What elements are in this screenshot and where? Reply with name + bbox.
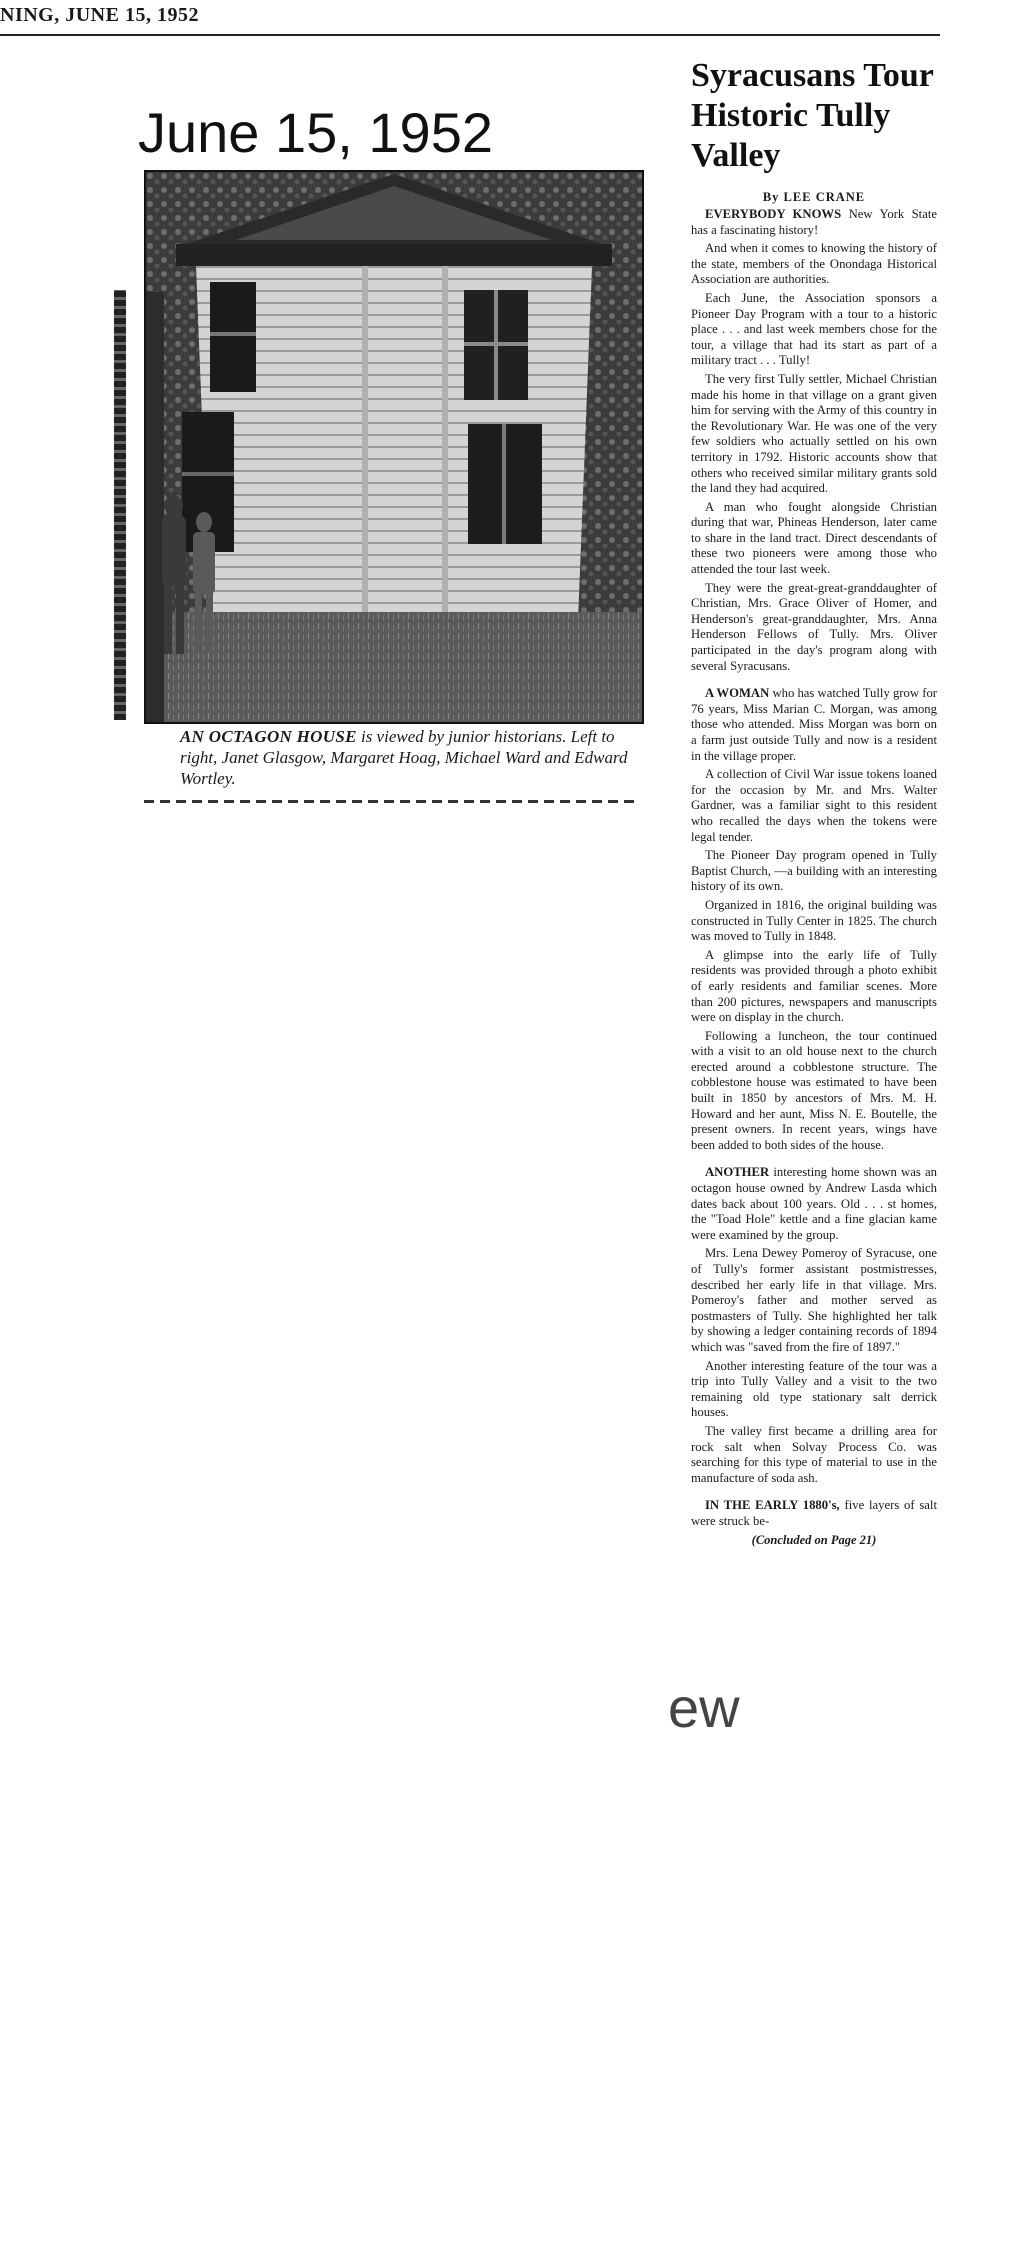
continued-note: (Concluded on Page 21) (751, 1532, 877, 1547)
masthead (0, 0, 940, 36)
article-body (691, 207, 937, 1530)
article-paragraph (691, 1246, 937, 1355)
article-paragraph (691, 207, 937, 238)
article-paragraph (691, 848, 937, 895)
paragraph-text: Each June, the Association sponsors a Pioneer Day Program with a tour to a historic place . . . and last week members chose for the tour, a village that had its start as part of a military tract . . . Tully! (691, 290, 937, 368)
masthead-date: NING, JUNE 15, 1952 (0, 4, 199, 26)
octagon-house-photo (144, 170, 644, 724)
article-column (691, 56, 937, 1548)
article-paragraph (691, 1029, 937, 1154)
paragraph-text: And when it comes to knowing the history of the state, members of the Onondaga Historical Association are authorities. (691, 241, 937, 287)
article-paragraph (691, 1498, 937, 1529)
paragraph-text: A man who fought alongside Christian during that war, Phineas Henderson, later came to share in the land tract. Direct descendants of these two pioneers were among those who attended the tour last week. (691, 499, 937, 577)
clipping-date: June 15, 1952 (138, 101, 493, 164)
article-paragraph (691, 241, 937, 288)
article-paragraph (691, 581, 937, 675)
paragraph-lead: ANOTHER (705, 1165, 770, 1180)
paragraph-text: Following a luncheon, the tour continued with a visit to an old house next to the church erected around a cobblestone structure. The cobblestone house was estimated to have been built in 1850 by ancestors of Mrs. M. H. Howard and her aunt, Miss N. E. Boutelle, the present owners. In recent years, wings have been added to both sides of the house. (691, 1028, 937, 1152)
caption-divider (144, 800, 640, 803)
paragraph-text: Another interesting feature of the tour was a trip into Tully Valley and a visit to the two remaining old type stationary salt derrick houses. (691, 1358, 937, 1420)
article-paragraph (691, 1165, 937, 1243)
byline: By LEE CRANE (762, 190, 866, 204)
paragraph-text: The valley first became a drilling area for rock salt when Solvay Process Co. was searching for this type of material to use in the manufacture of soda ash. (691, 1423, 937, 1485)
caption-lead: AN OCTAGON HOUSE (180, 727, 357, 746)
paragraph-text: Organized in 1816, the original building was constructed in Tully Center in 1825. The church was moved to Tully in 1848. (691, 897, 937, 944)
stray-overlay-text: ew (668, 1676, 740, 1739)
paragraph-lead: A WOMAN (705, 686, 770, 701)
article-paragraph (691, 686, 937, 764)
paragraph-text: New York State has a fascinating history! (691, 207, 937, 237)
photo-caption (180, 726, 640, 789)
paragraph-text: five layers of salt were struck be- (691, 1498, 937, 1528)
paragraph-lead: IN THE EARLY 1880's, (705, 1498, 840, 1513)
article-paragraph (691, 898, 937, 945)
adjacent-clipping-edge (114, 290, 126, 720)
paragraph-text: who has watched Tully grow for 76 years, Miss Marian C. Morgan, was among those who attended. Miss Morgan was born on a farm just outside Tully and now is a resident in the village proper. (691, 686, 938, 763)
paragraph-text: They were the great-great-granddaughter of Christian, Mrs. Grace Oliver of Homer, and Henderson's great-granddaughter, Mrs. Anna Henderson Fellows of Tully. Mrs. Oliver participated in the day's program along with several Syracusans. (691, 580, 937, 673)
paragraph-text: interesting home shown was an octagon house owned by Andrew Lasda which dates back about 100 years. Old . . . st homes, the "Toad Hole" kettle and a fine glacian kame were examined by the group. (691, 1165, 937, 1242)
paragraph-text: Mrs. Lena Dewey Pomeroy of Syracuse, one of Tully's former assistant postmistresses, described her early life in that village. Mrs. Pomeroy's father and mother served as postmasters of Tully. She highlighted her talk by showing a ledger containing records of 1894 which was "saved from the fire of 1897." (691, 1246, 937, 1354)
paragraph-text: The very first Tully settler, Michael Christian made his home in that village on a grant given him for serving with the Army of this country in the Revolutionary War. He was one of the very few soldiers who actually settled on his own territory in 1792. Historic accounts show that others who received similar military grants sold the land they had acquired. (691, 371, 937, 496)
article-paragraph (691, 1424, 937, 1486)
paragraph-text: A collection of Civil War issue tokens loaned for the occasion by Mr. and Mrs. Walter Gardner, was a familiar sight to this resident who recalled the days when the tokens were legal tender. (691, 767, 937, 844)
paragraph-text: The Pioneer Day program opened in Tully Baptist Church, —a building with an interesting history of its own. (691, 848, 937, 894)
article-paragraph (691, 372, 937, 497)
paragraph-lead: EVERYBODY KNOWS (705, 207, 842, 221)
article-paragraph (691, 1359, 937, 1421)
article-paragraph (691, 767, 937, 845)
article-paragraph (691, 948, 937, 1026)
caption-text: is viewed by junior historians. Left to right, Janet Glasgow, Margaret Hoag, Michael Ward and Edward Wortley. (180, 727, 628, 788)
article-paragraph (691, 500, 937, 578)
article-paragraph (691, 291, 937, 369)
paragraph-text: A glimpse into the early life of Tully residents was provided through a photo exhibit of early residents and familiar scenes. More than 200 pictures, newspapers and manuscripts were on display in the church. (691, 947, 937, 1025)
headline: Syracusans Tour Historic Tully Valley (691, 57, 934, 174)
